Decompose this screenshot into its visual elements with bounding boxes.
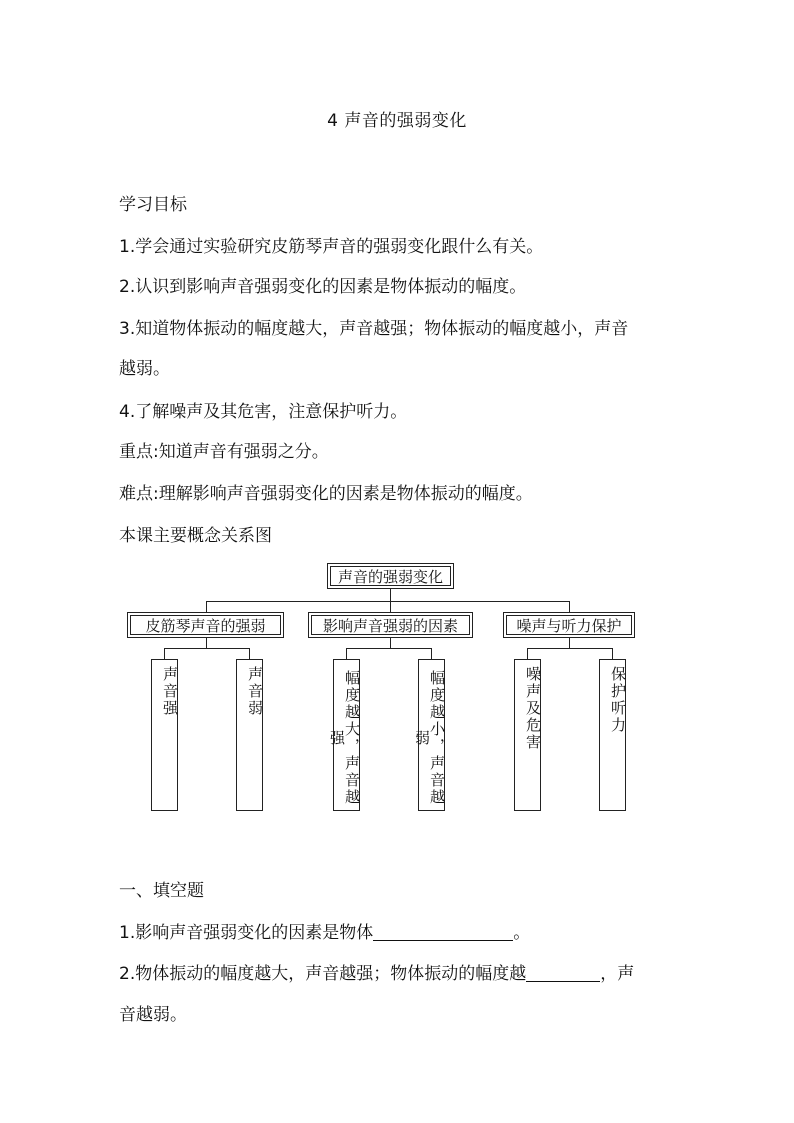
leaf-text: 声音强 (161, 666, 179, 717)
objective-item-4: 4.了解噪声及其危害，注意保护听力。 (119, 402, 408, 422)
connector-b3-bar (527, 648, 613, 649)
branch-box-3: 噪声与听力保护 (503, 612, 635, 638)
leaf-text: 噪声及危害 (524, 666, 542, 751)
answer-blank-2[interactable] (526, 963, 600, 982)
leaf-text: 幅度越大，声音越强 (328, 670, 361, 806)
question-1-end: 。 (513, 923, 531, 943)
question-2-end: ，声 (600, 964, 635, 984)
leaf-box (151, 659, 178, 811)
question-2-cont: 音越弱。 (119, 1005, 187, 1025)
diagram-root: 声音的强弱变化 (327, 563, 454, 589)
leaf-box (599, 659, 626, 811)
leaf-text: 幅度越小，声音越弱 (413, 670, 446, 806)
branch-box-2: 影响声音强弱的因素 (308, 612, 473, 638)
leaf-text: 声音弱 (246, 666, 264, 717)
page-title: 4 声音的强弱变化 (327, 111, 467, 131)
leaf-box (236, 659, 263, 811)
connector-root-bar (206, 601, 570, 602)
question-2-text: 2.物体振动的幅度越大，声音越强；物体振动的幅度越 (119, 964, 527, 984)
objectives-heading: 学习目标 (119, 195, 187, 215)
answer-blank-1[interactable] (373, 922, 513, 941)
exercises-heading: 一、填空题 (119, 881, 204, 901)
diagram-heading: 本课主要概念关系图 (119, 526, 272, 546)
connector-b2-bar (346, 648, 432, 649)
branch-box-1: 皮筋琴声音的强弱 (127, 612, 284, 638)
leaf-box (514, 659, 541, 811)
key-point: 重点:知道声音有强弱之分。 (119, 442, 329, 462)
connector-b1-bar (164, 648, 250, 649)
question-1-text: 1.影响声音强弱变化的因素是物体 (119, 923, 374, 943)
objective-item-2: 2.认识到影响声音强弱变化的因素是物体振动的幅度。 (119, 277, 527, 297)
objective-item-3-cont: 越弱。 (119, 359, 170, 379)
objective-item-1: 1.学会通过实验研究皮筋琴声音的强弱变化跟什么有关。 (119, 237, 544, 257)
difficulty-point: 难点:理解影响声音强弱变化的因素是物体振动的幅度。 (119, 484, 533, 504)
leaf-box (413, 659, 446, 811)
objective-item-3: 3.知道物体振动的幅度越大，声音越强；物体振动的幅度越小，声音 (119, 319, 629, 339)
leaf-text: 保护听力 (609, 666, 627, 734)
question-2 (119, 959, 634, 984)
question-1 (119, 918, 530, 943)
leaf-box (328, 659, 361, 811)
